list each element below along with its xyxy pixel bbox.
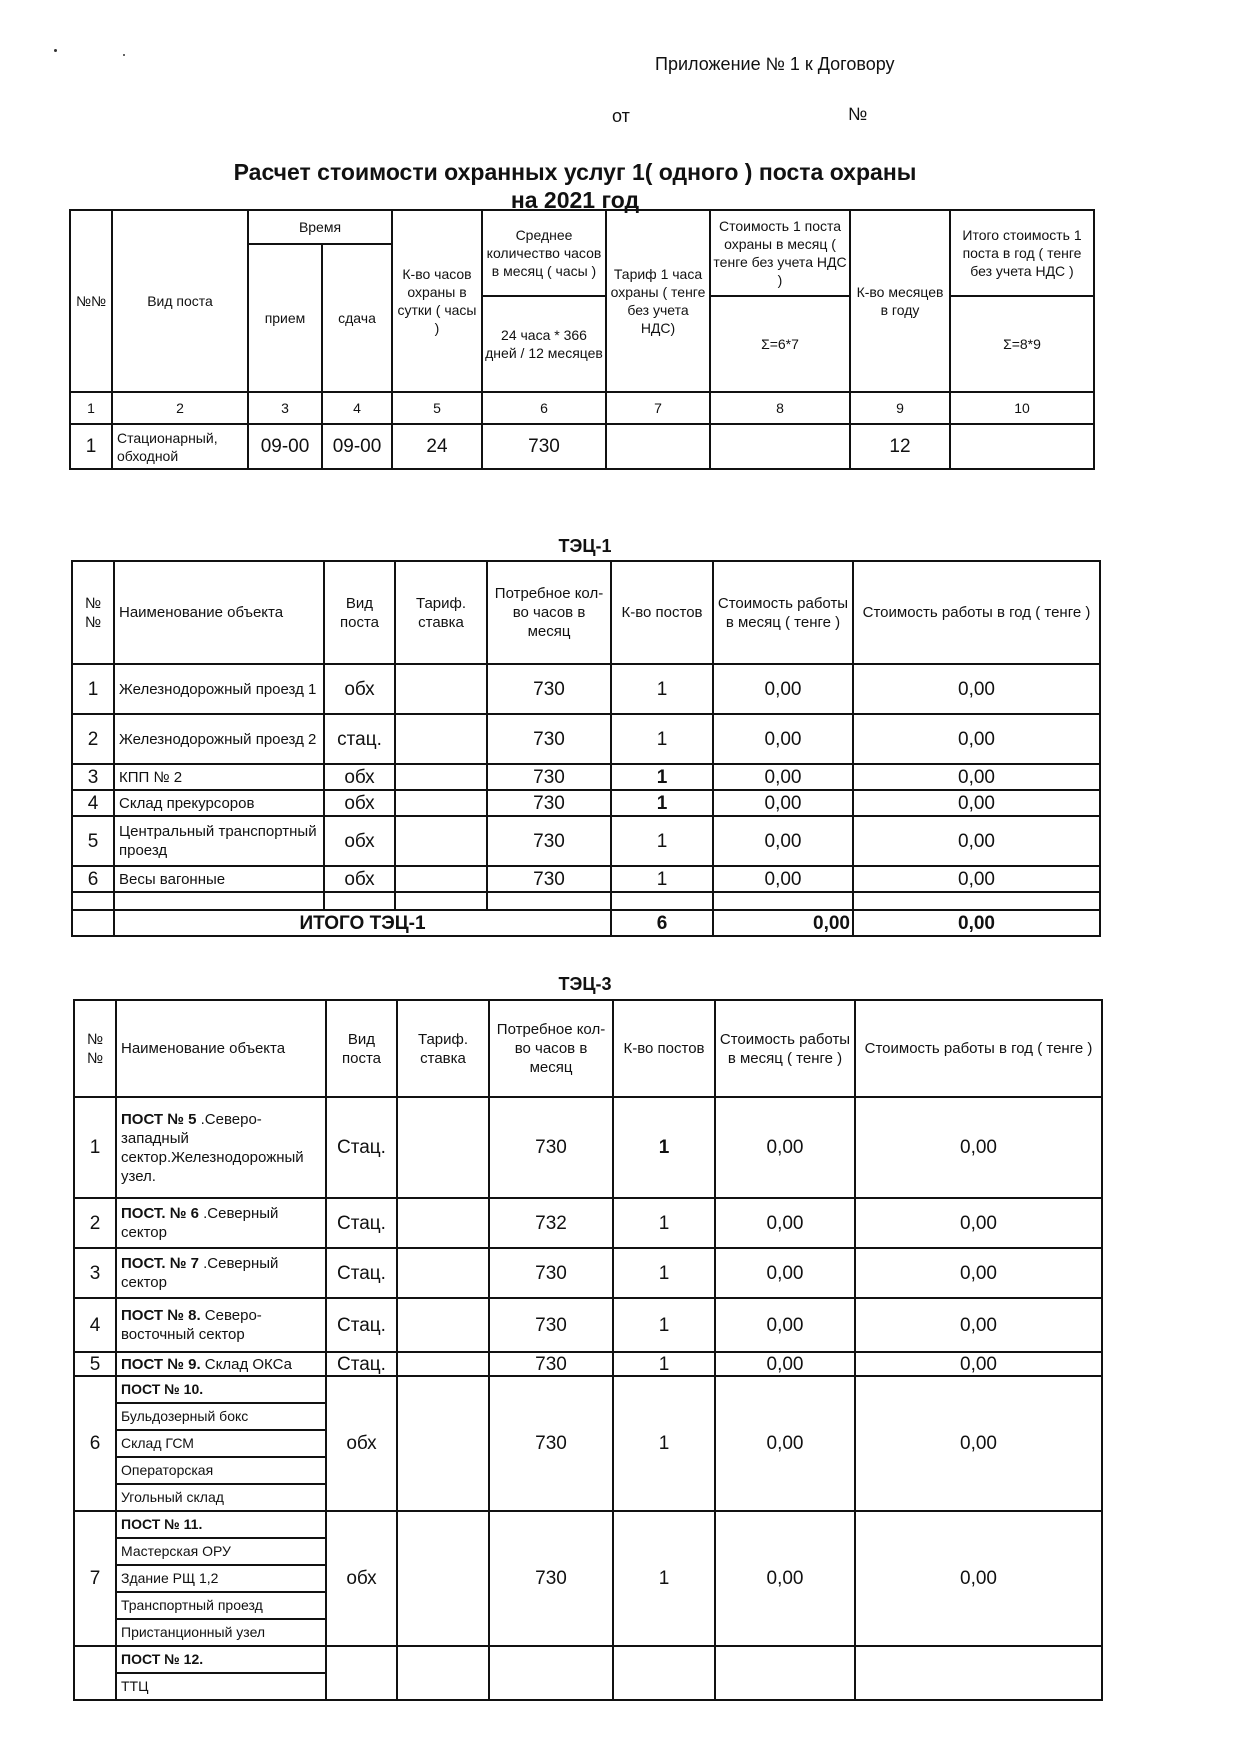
tec3-row-month: 0,00: [715, 1198, 855, 1248]
tec1-row-post: обх: [324, 764, 395, 790]
scan-speck: [54, 49, 57, 52]
tec3-row-year: 0,00: [855, 1298, 1102, 1352]
tec3-row-name-list: [116, 1511, 326, 1646]
tec3-row-posts: 1: [613, 1298, 715, 1352]
tec1-row-posts: 1: [611, 714, 713, 764]
col-num-header: №№: [70, 210, 112, 392]
table-row: [74, 1646, 1102, 1700]
tec1-row-hours: 730: [487, 790, 611, 816]
tec3-hours-header: Потребное кол-во часов в месяц: [489, 1000, 613, 1097]
tec3-row-num: 6: [74, 1376, 116, 1511]
tec3-row-posts: 1: [613, 1352, 715, 1376]
col-number: 5: [392, 392, 482, 424]
tec3-row-num: 4: [74, 1298, 116, 1352]
tec3-row-year: 0,00: [855, 1352, 1102, 1376]
tec1-total-label: ИТОГО ТЭЦ-1: [114, 910, 611, 936]
tec1-row-post: стац.: [324, 714, 395, 764]
table-row: [74, 1298, 1102, 1352]
tec3-row-rate: [397, 1248, 489, 1298]
tec1-cost-year-header: Стоимость работы в год ( тенге ): [853, 561, 1100, 664]
tec3-row-name: [116, 1097, 326, 1198]
col-hours-day-header: К-во часов охраны в сутки ( часы ): [392, 210, 482, 392]
post-number: ПОСТ № 10.: [117, 1377, 325, 1404]
tec1-row-month: 0,00: [713, 866, 853, 892]
tec3-row-hours: 732: [489, 1198, 613, 1248]
tec1-row-num: 6: [72, 866, 114, 892]
tec3-row-month: 0,00: [715, 1376, 855, 1511]
tec3-title: ТЭЦ-3: [558, 974, 612, 994]
row-cost-month: [710, 424, 850, 469]
tec1-posts-header: К-во постов: [611, 561, 713, 664]
table-row: [72, 866, 1100, 892]
table-row: [74, 1097, 1102, 1198]
tec3-row-post: Стац.: [326, 1352, 397, 1376]
tec1-rate-header: Тариф. ставка: [395, 561, 487, 664]
tec3-row-name-list: [116, 1376, 326, 1511]
tec3-row-posts: 1: [613, 1097, 715, 1198]
total-year-formula: Σ=8*9: [950, 296, 1094, 392]
tec3-cost-month-header: Стоимость работы в месяц ( тенге ): [715, 1000, 855, 1097]
tec1-row-num: 5: [72, 816, 114, 866]
tec3-row-rate: [397, 1352, 489, 1376]
post-description: Северо-восточный сектор: [121, 1307, 262, 1343]
tec3-row-num: 1: [74, 1097, 116, 1198]
tec3-row-month: 0,00: [715, 1248, 855, 1298]
post-number: ПОСТ № 5: [121, 1110, 197, 1128]
col-number: 2: [112, 392, 248, 424]
tec1-row-rate: [395, 764, 487, 790]
tec3-row-rate: [397, 1298, 489, 1352]
tec3-row-month: 0,00: [715, 1097, 855, 1198]
col-post-type-header: Вид поста: [112, 210, 248, 392]
tec1-row-post: обх: [324, 790, 395, 816]
post-number: ПОСТ. № 7: [121, 1255, 199, 1272]
tec3-row-num: [74, 1646, 116, 1700]
tec1-hours-header: Потребное кол-во часов в месяц: [487, 561, 611, 664]
tec3-row-posts: 1: [613, 1198, 715, 1248]
tec1-row-hours: 730: [487, 866, 611, 892]
tec3-row-hours: 730: [489, 1376, 613, 1511]
tec1-row-posts: 1: [611, 764, 713, 790]
tec3-row-num: 5: [74, 1352, 116, 1376]
tec3-row-post: Стац.: [326, 1298, 397, 1352]
post-description: Склад ОКСа: [200, 1355, 292, 1373]
row-months: 12: [850, 424, 950, 469]
col-number: 8: [710, 392, 850, 424]
table-row: [72, 816, 1100, 866]
tec3-row-rate: [397, 1376, 489, 1511]
tec3-row-post: обх: [326, 1376, 397, 1511]
tec1-row-year: 0,00: [853, 664, 1100, 714]
row-post-type: Стационарный, обходной: [112, 424, 248, 469]
tec1-row-year: 0,00: [853, 816, 1100, 866]
tec3-row-hours: 730: [489, 1298, 613, 1352]
tec1-title: ТЭЦ-1: [558, 536, 612, 556]
tec3-row-post: Стац.: [326, 1198, 397, 1248]
number-label: №: [848, 104, 868, 124]
post-number: ПОСТ № 11.: [117, 1512, 325, 1539]
tec1-total-month: 0,00: [713, 910, 853, 936]
tec1-row-posts: 1: [611, 790, 713, 816]
tec1-row-name: КПП № 2: [114, 764, 324, 790]
tec1-row-name: Железнодорожный проезд 1: [114, 664, 324, 714]
col-handover-header: сдача: [322, 244, 392, 392]
tec3-row-month: 0,00: [715, 1298, 855, 1352]
tec3-row-hours: 730: [489, 1248, 613, 1298]
tec3-row-posts: 1: [613, 1248, 715, 1298]
table-row-empty: [72, 892, 1100, 910]
post-object: Мастерская ОРУ: [117, 1539, 325, 1566]
tec3-row-hours: 730: [489, 1352, 613, 1376]
row-handover: 09-00: [322, 424, 392, 469]
tec1-total-posts: 6: [611, 910, 713, 936]
tec1-row-rate: [395, 866, 487, 892]
tec3-row-name: [116, 1198, 326, 1248]
tec1-num-header: № №: [72, 561, 114, 664]
col-accept-header: прием: [248, 244, 322, 392]
tec1-row-num: 2: [72, 714, 114, 764]
col-number: 6: [482, 392, 606, 424]
post-number: ПОСТ № 8.: [121, 1307, 201, 1324]
tec1-total-row: [72, 910, 1100, 936]
post-description: .Северо-западный сектор.Железнодорожный узел.: [121, 1110, 304, 1185]
tec3-row-name: [116, 1352, 326, 1376]
tec1-row-rate: [395, 664, 487, 714]
tec1-row-year: 0,00: [853, 866, 1100, 892]
tec3-table: [73, 999, 1103, 1701]
table-row: [74, 1352, 1102, 1376]
tec1-row-month: 0,00: [713, 764, 853, 790]
tec3-row-year: 0,00: [855, 1097, 1102, 1198]
tec1-row-post: обх: [324, 816, 395, 866]
tec1-table: [71, 560, 1101, 937]
tec1-row-rate: [395, 790, 487, 816]
cost-month-formula: Σ=6*7: [710, 296, 850, 392]
col-number: 7: [606, 392, 710, 424]
tec1-row-post: обх: [324, 866, 395, 892]
tec3-row-num: 3: [74, 1248, 116, 1298]
col-cost-month-header: Стоимость 1 поста охраны в месяц ( тенге без учета НДС ): [710, 210, 850, 296]
col-number: 9: [850, 392, 950, 424]
tec1-row-hours: 730: [487, 764, 611, 790]
table-row: [72, 664, 1100, 714]
tec3-post-header: Вид поста: [326, 1000, 397, 1097]
tec1-total-year: 0,00: [853, 910, 1100, 936]
tec3-row-name: [116, 1298, 326, 1352]
tec1-row-num: 4: [72, 790, 114, 816]
post-description: .Северный сектор: [121, 1205, 279, 1241]
tec3-num-header: № №: [74, 1000, 116, 1097]
col-months-header: К-во месяцев в году: [850, 210, 950, 392]
tec3-row-month: 0,00: [715, 1352, 855, 1376]
tec3-rate-header: Тариф. ставка: [397, 1000, 489, 1097]
tec3-row-year: 0,00: [855, 1511, 1102, 1646]
tec3-row-year: 0,00: [855, 1376, 1102, 1511]
page-title: Расчет стоимости охранных услуг 1( одного ) поста охраны: [233, 159, 917, 185]
tec3-row-num: 7: [74, 1511, 116, 1646]
tec1-row-year: 0,00: [853, 790, 1100, 816]
tec1-row-num: 3: [72, 764, 114, 790]
post-object: ТТЦ: [121, 1678, 149, 1694]
tec3-row-rate: [397, 1198, 489, 1248]
table-row: [72, 714, 1100, 764]
tec3-row-rate: [397, 1511, 489, 1646]
tec1-row-name: Весы вагонные: [114, 866, 324, 892]
post-number: ПОСТ № 12.: [117, 1647, 325, 1674]
post-object: Угольный склад: [121, 1489, 224, 1505]
tec1-row-month: 0,00: [713, 790, 853, 816]
row-hours-day: 24: [392, 424, 482, 469]
scan-speck: [123, 54, 125, 56]
tec3-row-posts: 1: [613, 1511, 715, 1646]
col-avg-hours-header: Среднее количество часов в месяц ( часы ): [482, 210, 606, 296]
table-row: [70, 424, 1094, 469]
tec1-row-year: 0,00: [853, 764, 1100, 790]
tec1-post-header: Вид поста: [324, 561, 395, 664]
row-accept: 09-00: [248, 424, 322, 469]
tec1-cost-month-header: Стоимость работы в месяц ( тенге ): [713, 561, 853, 664]
col-number: 10: [950, 392, 1094, 424]
tec1-row-posts: 1: [611, 866, 713, 892]
page-title-year: на 2021 год: [510, 187, 640, 213]
tec3-row-hours: 730: [489, 1511, 613, 1646]
tec1-row-name: Центральный транспортный проезд: [114, 816, 324, 866]
tec3-row-rate: [397, 1097, 489, 1198]
tec3-row-hours: 730: [489, 1097, 613, 1198]
tec1-row-rate: [395, 816, 487, 866]
row-avg-hours: 730: [482, 424, 606, 469]
tec1-row-month: 0,00: [713, 816, 853, 866]
tec3-posts-header: К-во постов: [613, 1000, 715, 1097]
post-object: Бульдозерный бокс: [117, 1404, 325, 1431]
table-row: [74, 1248, 1102, 1298]
tec3-row-post: Стац.: [326, 1248, 397, 1298]
calc-table: [69, 209, 1095, 470]
post-object: Пристанционный узел: [121, 1624, 266, 1640]
tec1-row-hours: 730: [487, 816, 611, 866]
col-tariff-header: Тариф 1 часа охраны ( тенге без учета НДС): [606, 210, 710, 392]
tec1-row-hours: 730: [487, 664, 611, 714]
avg-hours-formula: 24 часа * 366 дней / 12 месяцев: [482, 296, 606, 392]
row-tariff: [606, 424, 710, 469]
tec1-row-post: обх: [324, 664, 395, 714]
tec3-row-name: [116, 1248, 326, 1298]
post-object: Операторская: [117, 1458, 325, 1485]
col-number: 3: [248, 392, 322, 424]
table-row: [74, 1511, 1102, 1646]
tec3-row-name-list: [116, 1646, 326, 1700]
table-row: [74, 1198, 1102, 1248]
tec3-name-header: Наименование объекта: [116, 1000, 326, 1097]
post-object: Транспортный проезд: [117, 1593, 325, 1620]
post-object: Склад ГСМ: [117, 1431, 325, 1458]
tec3-row-year: 0,00: [855, 1248, 1102, 1298]
from-label: от: [612, 106, 630, 126]
tec1-row-name: Железнодорожный проезд 2: [114, 714, 324, 764]
post-number: ПОСТ. № 6: [121, 1205, 199, 1222]
row-total-year: [950, 424, 1094, 469]
col-number: 4: [322, 392, 392, 424]
tec3-row-post: обх: [326, 1511, 397, 1646]
tec1-row-rate: [395, 714, 487, 764]
tec3-row-year: 0,00: [855, 1198, 1102, 1248]
tec1-row-num: 1: [72, 664, 114, 714]
post-description: .Северный сектор: [121, 1255, 279, 1291]
tec1-row-month: 0,00: [713, 664, 853, 714]
tec3-row-month: 0,00: [715, 1511, 855, 1646]
col-number: 1: [70, 392, 112, 424]
tec1-row-name: Склад прекурсоров: [114, 790, 324, 816]
tec1-row-year: 0,00: [853, 714, 1100, 764]
tec1-row-posts: 1: [611, 664, 713, 714]
appendix-caption: Приложение № 1 к Договору: [655, 54, 895, 74]
post-object: Здание РЩ 1,2: [117, 1566, 325, 1593]
table-row: [74, 1376, 1102, 1511]
table-row: [72, 790, 1100, 816]
tec3-row-num: 2: [74, 1198, 116, 1248]
tec3-row-post: Стац.: [326, 1097, 397, 1198]
tec1-name-header: Наименование объекта: [114, 561, 324, 664]
tec1-row-hours: 730: [487, 714, 611, 764]
tec3-row-posts: 1: [613, 1376, 715, 1511]
col-total-year-header: Итого стоимость 1 поста в год ( тенге без учета НДС ): [950, 210, 1094, 296]
col-time-header: Время: [248, 210, 392, 244]
tec1-row-month: 0,00: [713, 714, 853, 764]
tec3-cost-year-header: Стоимость работы в год ( тенге ): [855, 1000, 1102, 1097]
post-number: ПОСТ № 9.: [121, 1355, 201, 1373]
tec1-row-posts: 1: [611, 816, 713, 866]
row-num: 1: [70, 424, 112, 469]
table-row: [72, 764, 1100, 790]
